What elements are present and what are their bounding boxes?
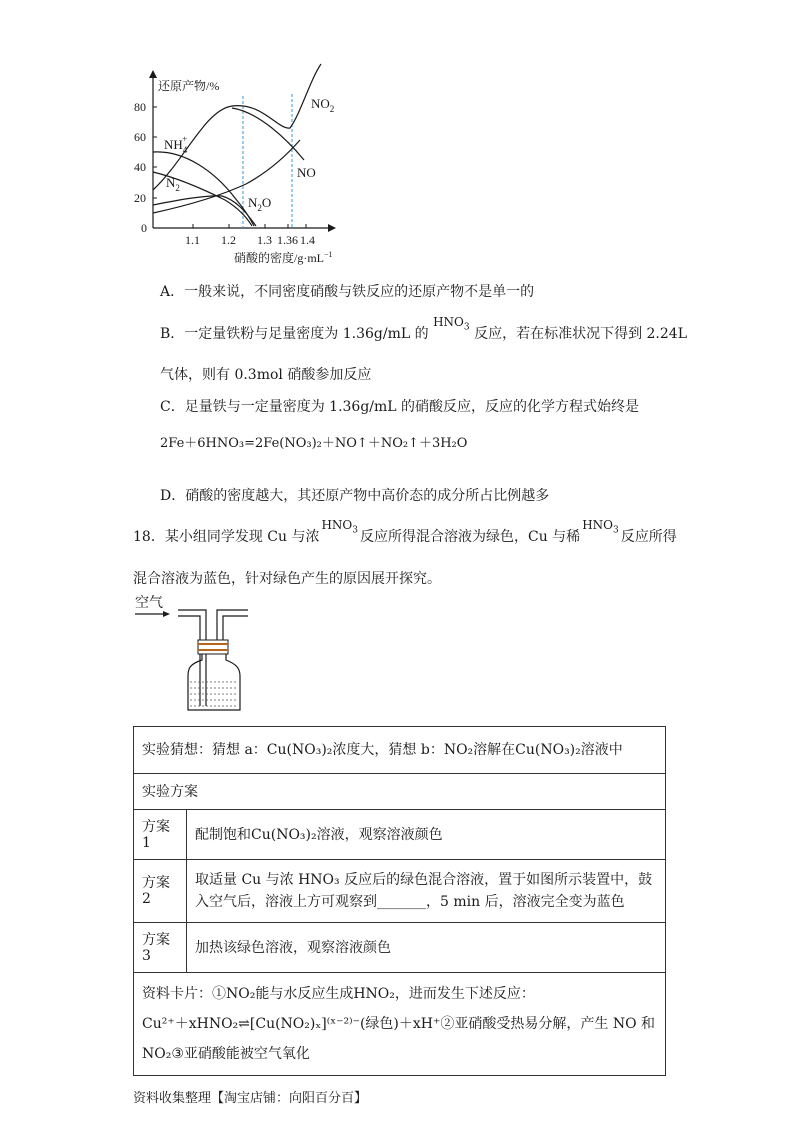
footer-source: 资料收集整理【淘宝店铺：向阳百分百】 [133, 1091, 368, 1106]
density-product-graph [0, 0, 800, 275]
info-card-line3: NO₂③亚硝酸能被空气氧化 [142, 1046, 310, 1062]
plan3-label: 方案3 [134, 923, 187, 973]
y-axis-arrow [149, 70, 157, 78]
y-tick-40: 40 [134, 160, 146, 174]
q18-hno3-dilute: $HNO_3$ [582, 518, 619, 536]
experiment-table [133, 726, 666, 1076]
x-tick-1.3: 1.3 [257, 233, 272, 247]
q18-line2: 混合溶液为蓝色，针对绿色产生的原因展开探究。 [133, 571, 441, 587]
label-nh4: $NH_4+$ [164, 134, 188, 155]
x-tick-1.36: 1.36 [277, 233, 298, 247]
option-c-line1: C．足量铁与一定量密度为 1.36g/mL 的硝酸反应，反应的化学方程式始终是 [160, 399, 640, 415]
y-tick-20: 20 [134, 191, 146, 205]
label-no: NO [297, 165, 316, 180]
plan1-text: 配制饱和Cu(NO₃)₂溶液，观察溶液颜色 [187, 810, 666, 860]
plan2-label: 方案2 [134, 860, 187, 923]
option-b-pre: B．一定量铁粉与足量密度为 1.36g/mL 的 [160, 326, 429, 342]
option-b-post: 反应，若在标准状况下得到 2.24L [474, 326, 687, 342]
info-card-cell [134, 973, 666, 1076]
plan2-text: 取适量 Cu 与浓 HNO₃ 反应后的绿色混合溶液，置于如图所示装置中，鼓入空气后，溶液上方可观察到_______，5 min 后，溶液完全变为蓝色 [187, 860, 666, 923]
x-axis-label: 硝酸的密度$/g\cdot mL^{-1}$ [234, 250, 333, 265]
y-tick-60: 60 [134, 130, 146, 144]
option-c-equation: 2Fe＋6HNO₃=2Fe(NO₃)₂＋NO↑＋NO₂↑＋3H₂O [160, 436, 468, 451]
plan3-text: 加热该绿色溶液，观察溶液颜色 [187, 923, 666, 973]
origin-label: 0 [141, 221, 147, 235]
x-axis-arrow [328, 224, 336, 232]
q18-hno3-conc: $HNO_3$ [321, 518, 358, 536]
y-tick-80: 80 [134, 100, 146, 114]
hypothesis-cell: 实验猜想：猜想 a：Cu(NO₃)₂浓度大，猜想 b：NO₂溶解在Cu(NO₃)₂溶液中 [134, 727, 666, 774]
plan-header-cell: 实验方案 [134, 774, 666, 810]
y-axis-label: 还原产物/% [158, 79, 220, 93]
q18-text-c: 反应所得 [620, 529, 677, 545]
label-n2: $N_2$ [166, 175, 180, 193]
x-tick-1.1: 1.1 [185, 233, 200, 247]
q18-line1 [133, 518, 677, 547]
curve-n2o [153, 196, 256, 226]
label-no2: $NO_2$ [311, 96, 335, 114]
option-b-line2: 气体，则有 0.3mol 硝酸参加反应 [160, 367, 372, 383]
q18-text-a: 18．某小组同学发现 Cu 与浓 [133, 529, 320, 545]
info-card-line2: Cu²⁺＋xHNO₂⇌[Cu(NO₂)ₓ]⁽ˣ⁻²⁾⁻(绿色)＋xH⁺②亚硝酸受热易分解，产生 NO 和 [142, 1016, 656, 1032]
apparatus-diagram [130, 598, 260, 716]
label-n2o: $N_2O$ [248, 195, 272, 213]
option-d: D．硝酸的密度越大，其还原产物中高价态的成分所占比例越多 [160, 488, 550, 504]
x-tick-1.2: 1.2 [221, 233, 236, 247]
option-a: A．一般来说，不同密度硝酸与铁反应的还原产物不是单一的 [160, 284, 535, 300]
option-b-line1 [160, 315, 687, 344]
x-tick-1.4: 1.4 [300, 233, 315, 247]
option-b-hno3: $HNO_3$ [433, 315, 470, 333]
plan1-label: 方案1 [134, 810, 187, 860]
q18-text-b: 反应所得混合溶液为绿色，Cu 与稀 [360, 529, 581, 545]
info-card-line1: 资料卡片：①NO₂能与水反应生成HNO₂，进而发生下述反应： [142, 986, 535, 1002]
apparatus-air-label: 空气 [135, 595, 163, 611]
